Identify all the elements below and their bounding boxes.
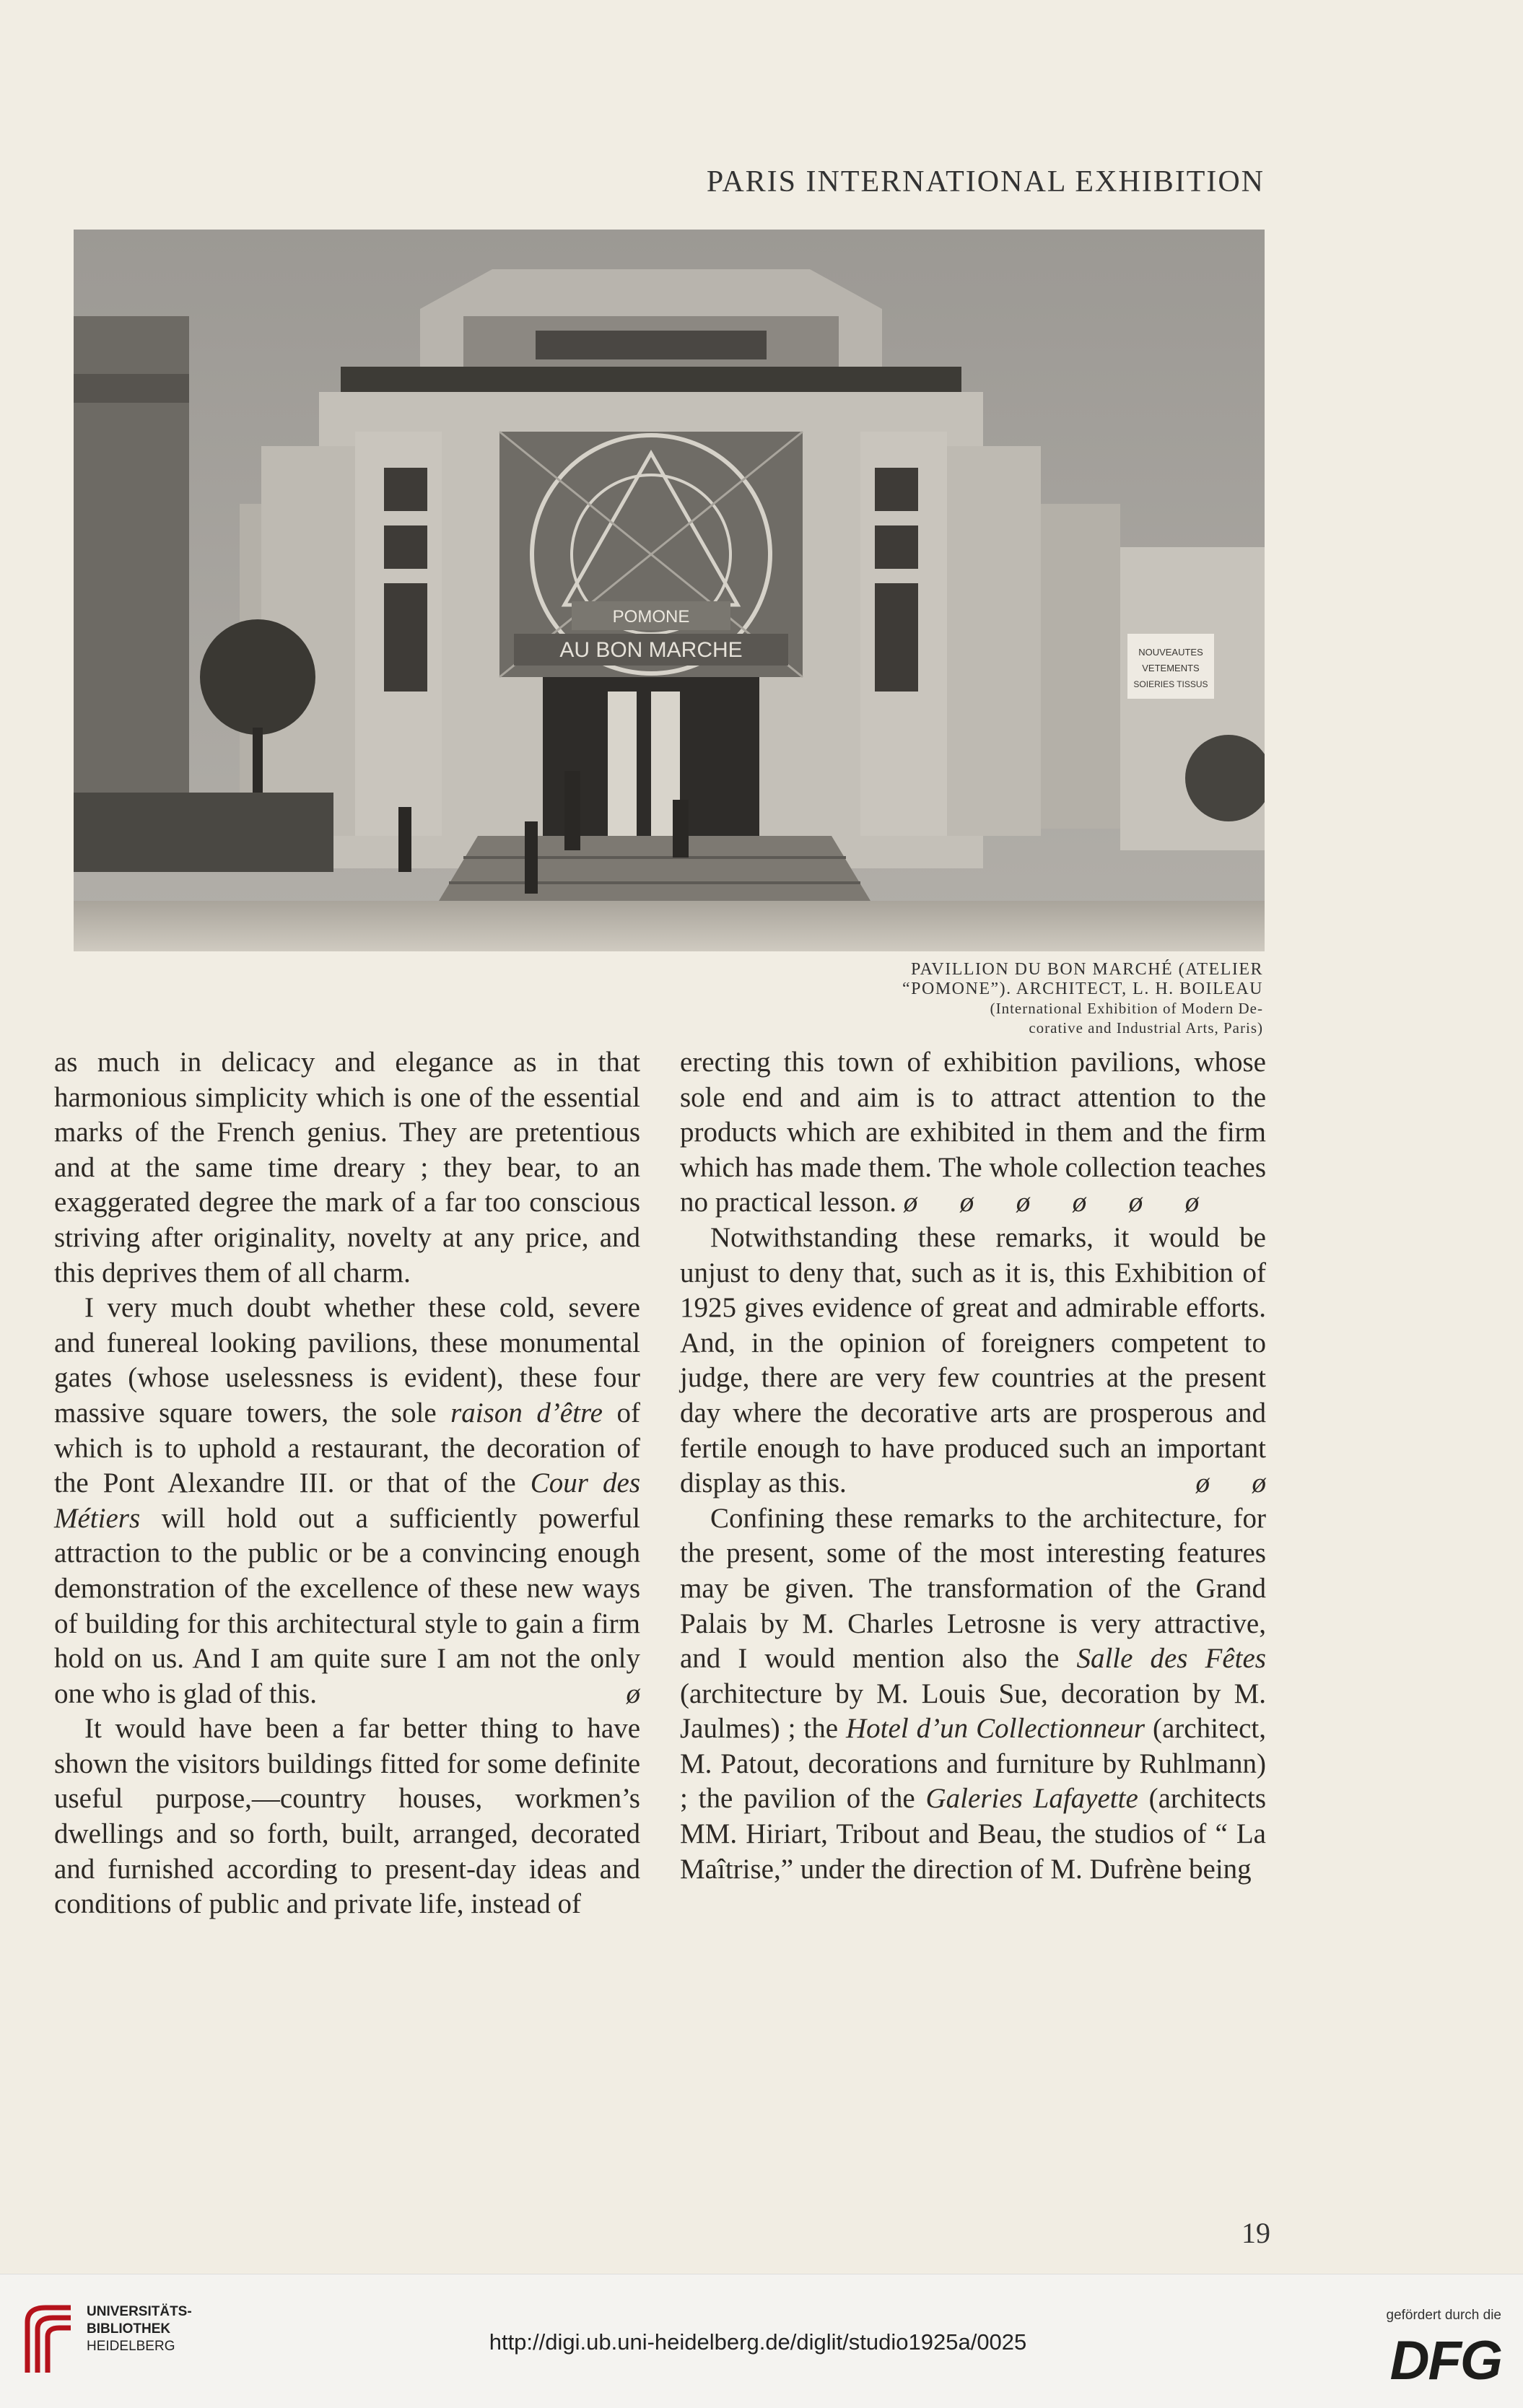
pavilion-photograph: [74, 230, 1265, 951]
left-paragraph-3: It would have been a far better thing to have shown the visitors buildings fitted for some definite useful purpose,—country houses, workmen’s dwellings and so forth, built, arranged, decorated and furnished according to present-day ideas and conditions of public and private life, instead of: [54, 1713, 640, 1920]
right-p2-text: Notwithstanding these remarks, it would be unjust to deny that, such as it is, this Exhibition of 1925 gives evidence of great and admirable efforts. And, in the opinion of foreigners competent to judge, there are very few countries at the present day where the decorative arts are prosperous and fertile enough to have produced such an important display as this.: [680, 1221, 1266, 1499]
permalink-url[interactable]: http://digi.ub.uni-heidelberg.de/diglit/studio1925a/0025: [489, 2329, 1027, 2355]
left-paragraph-2: [54, 1291, 640, 1711]
right-column: [680, 1045, 1266, 1887]
left-p2-text-c: will hold out a sufficiently powerful attraction to the public or be a convincing enough demonstration of the excellence of these new ways of building for this architectural style to gain a firm hold on us. And I am quite sure I am not the only one who is glad of this.: [54, 1502, 640, 1709]
page-number: 19: [1241, 2217, 1270, 2249]
caption-line-1: PAVILLION DU BON MARCHÉ (ATELIER: [910, 960, 1263, 979]
side-sign-line-1: NOUVEAUTES: [1138, 647, 1203, 658]
leaf-ornament: ø: [626, 1678, 640, 1709]
caption-line-3: (International Exhibition of Modern De-: [990, 1000, 1263, 1017]
left-column: [54, 1045, 640, 1922]
library-name: [87, 2303, 192, 2355]
right-p3-italic-hotel: Hotel d’un Collectionneur: [846, 1713, 1145, 1745]
left-paragraph-1: as much in delicacy and elegance as in that harmonious simplicity which is one of the essential marks of the French genius. They are pretentious and at the same time dreary ; they bear, to an exaggerated degree the mark of a far too conscious striving after originality, novelty at any price, and this deprives them of all charm.: [54, 1047, 640, 1288]
right-p1-text: erecting this town of exhibition pavilions, whose sole end and aim is to attract attention to the products which are exhibited in them and the firm which has made them. The whole collection teaches no practical lesson.: [680, 1047, 1266, 1218]
left-p2-text-a: I very much doubt whether these cold, severe and funereal looking pavilions, these monumental gates (whose uselessness is evident), these four massive square towers, the sole: [54, 1292, 640, 1428]
left-p2-text-b: of which is to uphold a restaurant, the decoration of the Pont Alexandre III. or that of the: [54, 1397, 640, 1499]
pavilion-photo-drawing: [74, 230, 1265, 951]
photo-caption: [801, 960, 1263, 1038]
right-paragraph-1: [680, 1045, 1266, 1221]
sign-au-bon-marche: AU BON MARCHE: [559, 638, 743, 662]
running-head: PARIS INTERNATIONAL EXHIBITION: [706, 165, 1265, 199]
caption-line-2: “POMONE”). ARCHITECT, L. H. BOILEAU: [902, 980, 1263, 998]
right-paragraph-3: [680, 1501, 1266, 1888]
right-p3-text-a: Confining these remarks to the architecture, for the present, some of the most interesting features may be given. The transformation of the Grand Palais by M. Charles Letrosne is very attractive, and I would mention also the: [680, 1502, 1266, 1675]
library-line-2: BIBLIOTHEK: [87, 2321, 171, 2337]
side-sign-line-2: VETEMENTS: [1142, 663, 1200, 673]
right-p3-text-b: (architecture by M. Louis Sue, decoration by M. Jaulmes) ; the: [680, 1678, 1266, 1745]
right-p3-italic-galeries: Galeries Lafayette: [925, 1783, 1138, 1815]
sign-pomone: POMONE: [612, 607, 690, 627]
dfg-logo: DFG: [1389, 2330, 1501, 2391]
leaf-ornaments-row: ø ø ø ø ø ø: [903, 1187, 1200, 1218]
left-p2-italic-cour: Cour des Métiers: [54, 1467, 640, 1534]
side-sign-line-3: SOIERIES TISSUS: [1133, 679, 1208, 689]
digitization-footer: [0, 2274, 1523, 2408]
right-p3-italic-salle: Salle des Fêtes: [1076, 1643, 1266, 1675]
caption-line-4: corative and Industrial Arts, Paris): [1029, 1019, 1263, 1037]
left-p2-italic-raison: raison d’être: [450, 1397, 603, 1428]
library-line-1: UNIVERSITÄTS-: [87, 2304, 192, 2319]
funded-by-label: gefördert durch die: [1386, 2308, 1501, 2323]
right-p3-text-d: (architects MM. Hiriart, Tribout and Beau, the studios of “ La Maîtrise,” under the direction of M. Dufrène being: [680, 1783, 1266, 1885]
right-paragraph-2: [680, 1221, 1266, 1501]
library-line-3: HEIDELBERG: [87, 2339, 175, 2354]
leaf-ornaments-pair: ø ø: [1195, 1467, 1266, 1499]
right-p3-text-c: (architect, M. Patout, decorations and furniture by Ruhlmann) ; the pavilion of the: [680, 1713, 1266, 1815]
university-library-logo-icon: [13, 2300, 78, 2380]
